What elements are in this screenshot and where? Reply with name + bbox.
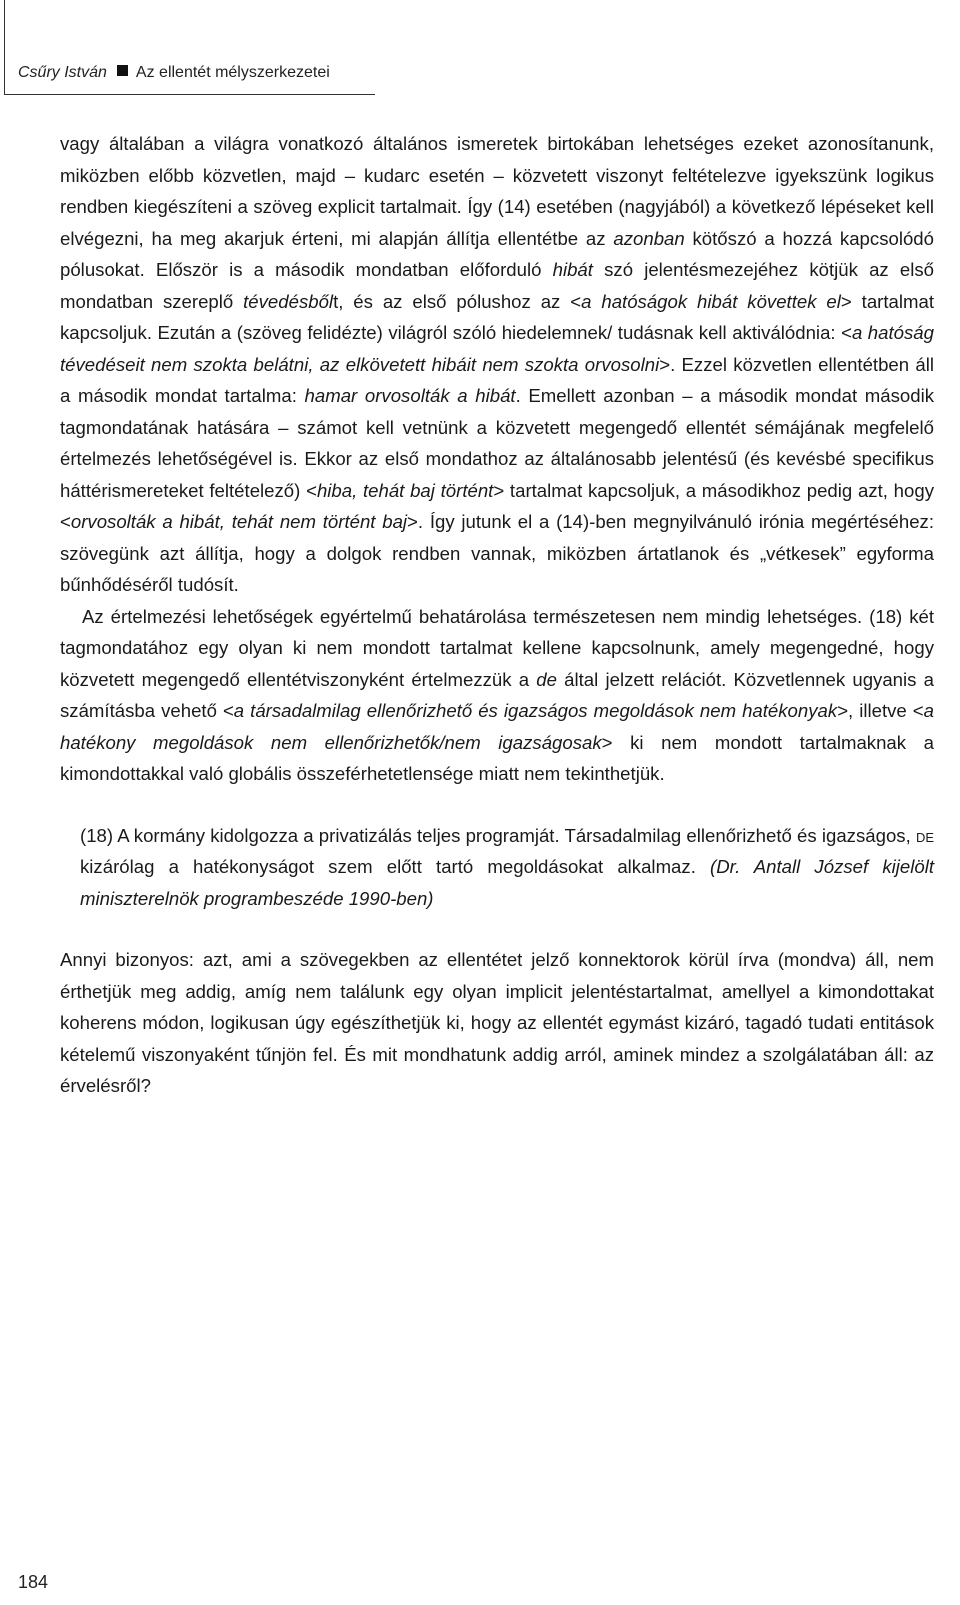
italic-run: hibát bbox=[552, 259, 593, 280]
text-run: > tartalmat kapcsoljuk, a másodikhoz pedig azt, hogy < bbox=[60, 479, 934, 532]
italic-run: tévedésből bbox=[243, 290, 334, 312]
paragraph-1 bbox=[60, 128, 934, 601]
small-caps-run: de bbox=[915, 824, 934, 846]
text-run: > ki nem mondott tartalmaknak a kimondottakkal való globális összeférhetetlensége miatt nem tekinthetjük. bbox=[60, 731, 934, 784]
text-run: >. Ezzel közvetlen ellentétben áll a második mondat tartalma: bbox=[60, 353, 934, 406]
text-run: kötőszó a hozzá kapcsolódó pólusokat. Először is a második mondatban előforduló bbox=[60, 227, 934, 280]
italic-run: hiba, tehát baj történt bbox=[316, 479, 494, 501]
text-run: . Emellett azonban – a második mondat második tagmondatának hatására – számot kell vetnünk a közvetett megengedő ellentét sémájának megfelelő értelmezés lehetőségével is. Ekkor az első mondathoz az általánosabb jelentésű (és kevésbé specifikus háttérismereteket feltételező) < bbox=[60, 385, 934, 501]
text-run: szó jelentésmezejéhez kötjük az első mondatban szereplő bbox=[60, 259, 935, 312]
text-run: Annyi bizonyos: azt, ami a szövegekben az ellentétet jelző konnektorok körül írva (mondva) áll, nem érthetjük meg addig, amíg nem találunk egy olyan implicit jelentéstartalmat, amellyel a kimondottakat koherens módon, logikusan úgy egészíthetjük ki, hogy az ellentét egymást kizáró, tagadó tudati entitások kételemű viszonyaként tűnjön fel. És mit mondhatunk addig arról, aminek mindez a szolgálatában áll: az érvelésről? bbox=[60, 949, 934, 1096]
text-run: (18) A kormány kidolgozza a privatizálás teljes programját. Társadalmilag ellenőrizhető és igazságos, bbox=[80, 824, 916, 846]
running-head-author: Csűry István bbox=[18, 64, 107, 81]
text-run: >. Így jutunk el a (14)-ben megnyilvánuló irónia megértéséhez: szövegünk azt állítja, hogy a dolgok rendben vannak, miközben ártatlanok és „vétkesek” egyforma bűnhődéséről tudósít. bbox=[60, 511, 934, 595]
text-run: > tartalmat kapcsoljuk. Ezután a (szöveg felidézte) világról szóló hiedelemnek/ tudásnak kell aktiválódnia: < bbox=[60, 290, 934, 343]
text-run: által jelzett relációt. Közvetlennek ugyanis a számításba vehető < bbox=[60, 668, 934, 721]
running-head-title: Az ellentét mélyszerkezetei bbox=[135, 64, 330, 81]
italic-run: hamar orvosolták a hibát bbox=[304, 385, 516, 406]
header-horizontal-rule bbox=[4, 94, 375, 95]
italic-run: de bbox=[536, 668, 557, 690]
italic-run: a hatékony megoldások nem ellenőrizhetők/nem igazságosak bbox=[60, 700, 934, 753]
example-18 bbox=[80, 820, 934, 915]
header-vertical-rule bbox=[4, 0, 5, 95]
running-head bbox=[18, 64, 330, 82]
italic-run: azonban bbox=[613, 227, 685, 249]
text-run: >, illetve < bbox=[837, 700, 924, 721]
italic-run: orvosolták a hibát, tehát nem történt baj bbox=[70, 511, 408, 532]
text-run: Az értelmezési lehetőségek egyértelmű behatárolása természetesen nem mindig lehetséges. (18) két tagmondatához egy olyan ki nem mondott tartalmat kellene kapcsolnunk, amely megengedné, hogy közvetett megengedő ellentétviszonyként értelmezzük a bbox=[60, 605, 934, 690]
text-run: t, és az első pólushoz az < bbox=[333, 290, 582, 312]
text-run: kizárólag a hatékonyságot szem előtt tartó megoldásokat alkalmaz. bbox=[80, 856, 711, 877]
example-source: (Dr. Antall József kijelölt miniszterelnök programbeszéde 1990-ben) bbox=[80, 856, 934, 909]
page-number: 184 bbox=[18, 1572, 49, 1592]
italic-run: a hatóság tévedéseit nem szokta belátni, az elkövetett hibáit nem szokta orvosolni bbox=[60, 322, 934, 375]
paragraph-2 bbox=[60, 601, 934, 790]
italic-run: a társadalmilag ellenőrizhető és igazságos megoldások nem hatékonyak bbox=[233, 700, 838, 721]
paragraph-3 bbox=[60, 944, 934, 1102]
text-run: vagy általában a világra vonatkozó általános ismeretek birtokában lehetséges ezeket azonosítanunk, miközben előbb közvetlen, majd – kudarc esetén – közvetett viszonyt feltételezve igyekszünk logikus rendben kiegészíteni a szöveg explicit tartalmait. Így (14) esetében (nagyjából) a következő lépéseket kell elvégezni, ha meg akarjuk érteni, mi alapján állítja ellentétbe az bbox=[60, 133, 934, 249]
body-text bbox=[60, 128, 934, 1102]
square-separator-icon bbox=[117, 65, 128, 76]
italic-run: a hatóságok hibát követtek el bbox=[581, 290, 841, 312]
